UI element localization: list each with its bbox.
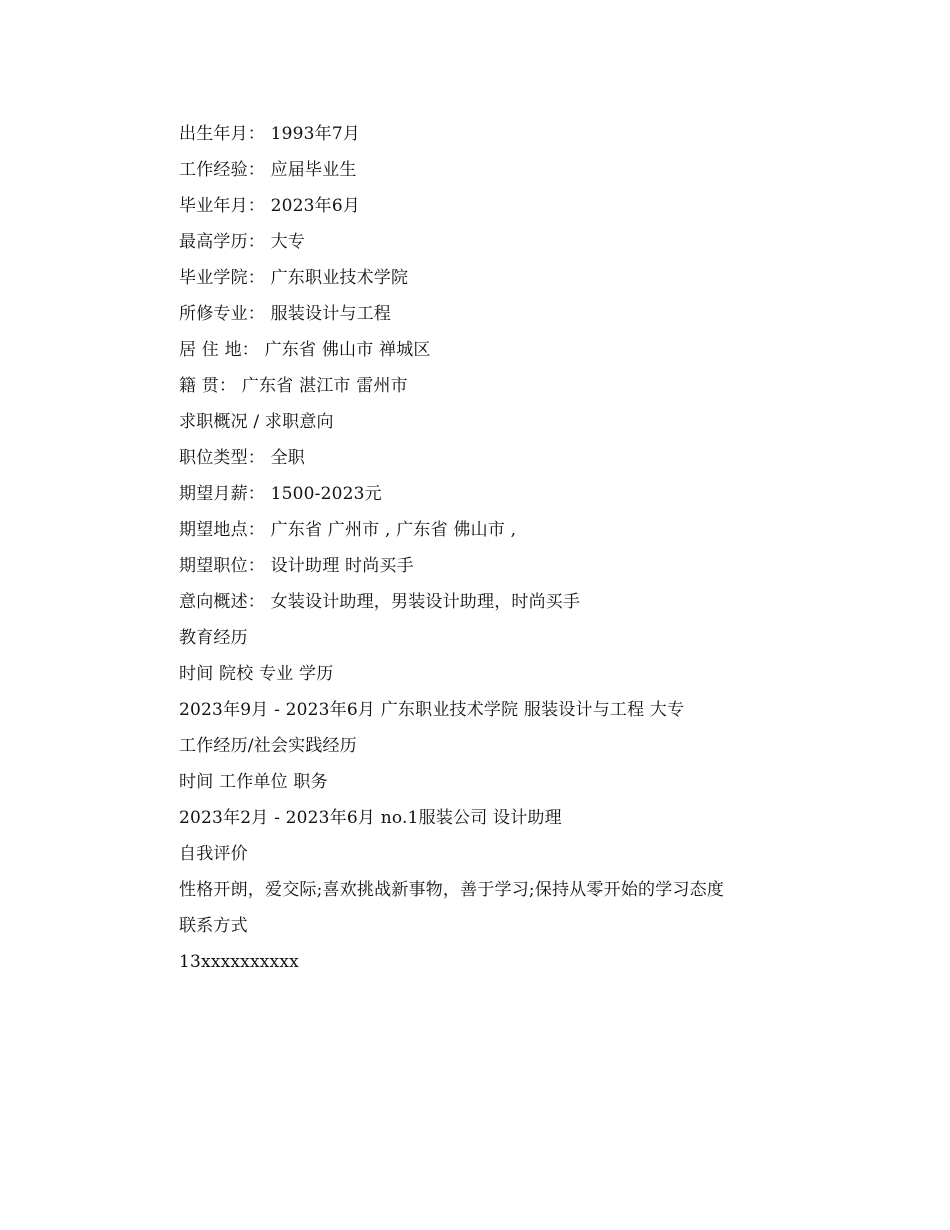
work-history-header-row: 时间 工作单位 职务: [179, 772, 328, 792]
job-intention-heading: 求职概况 / 求职意向: [179, 412, 334, 432]
expected-salary-line: 期望月薪： 1500-2023元: [179, 484, 382, 504]
highest-education-line: 最高学历： 大专: [179, 232, 306, 252]
work-history-heading: 工作经历/社会实践经历: [179, 736, 357, 756]
work-history-entry: 2023年2月 - 2023年6月 no.1服装公司 设计助理: [179, 808, 562, 828]
education-header-row: 时间 院校 专业 学历: [179, 664, 334, 684]
contact-heading: 联系方式: [179, 916, 248, 936]
expected-location-line: 期望地点： 广东省 广州市 , 广东省 佛山市 ,: [179, 520, 517, 540]
college-line: 毕业学院： 广东职业技术学院: [179, 268, 409, 288]
hometown-line: 籍 贯： 广东省 湛江市 雷州市: [179, 376, 408, 396]
residence-line: 居 住 地： 广东省 佛山市 禅城区: [179, 340, 431, 360]
major-line: 所修专业： 服装设计与工程: [179, 304, 392, 324]
graduation-date-line: 毕业年月： 2023年6月: [179, 196, 361, 216]
expected-position-line: 期望职位： 设计助理 时尚买手: [179, 556, 414, 576]
education-heading: 教育经历: [179, 628, 248, 648]
intention-summary-line: 意向概述： 女装设计助理，男装设计助理，时尚买手: [179, 592, 581, 612]
job-type-line: 职位类型： 全职: [179, 448, 306, 468]
self-evaluation-text: 性格开朗，爱交际;喜欢挑战新事物，善于学习;保持从零开始的学习态度: [179, 880, 725, 900]
work-experience-line: 工作经验： 应届毕业生: [179, 160, 357, 180]
self-evaluation-heading: 自我评价: [179, 844, 248, 864]
education-entry: 2023年9月 - 2023年6月 广东职业技术学院 服装设计与工程 大专: [179, 700, 685, 720]
contact-phone: 13xxxxxxxxxx: [179, 952, 299, 972]
resume-body: [179, 116, 899, 980]
birth-date-line: 出生年月： 1993年7月: [179, 124, 361, 144]
